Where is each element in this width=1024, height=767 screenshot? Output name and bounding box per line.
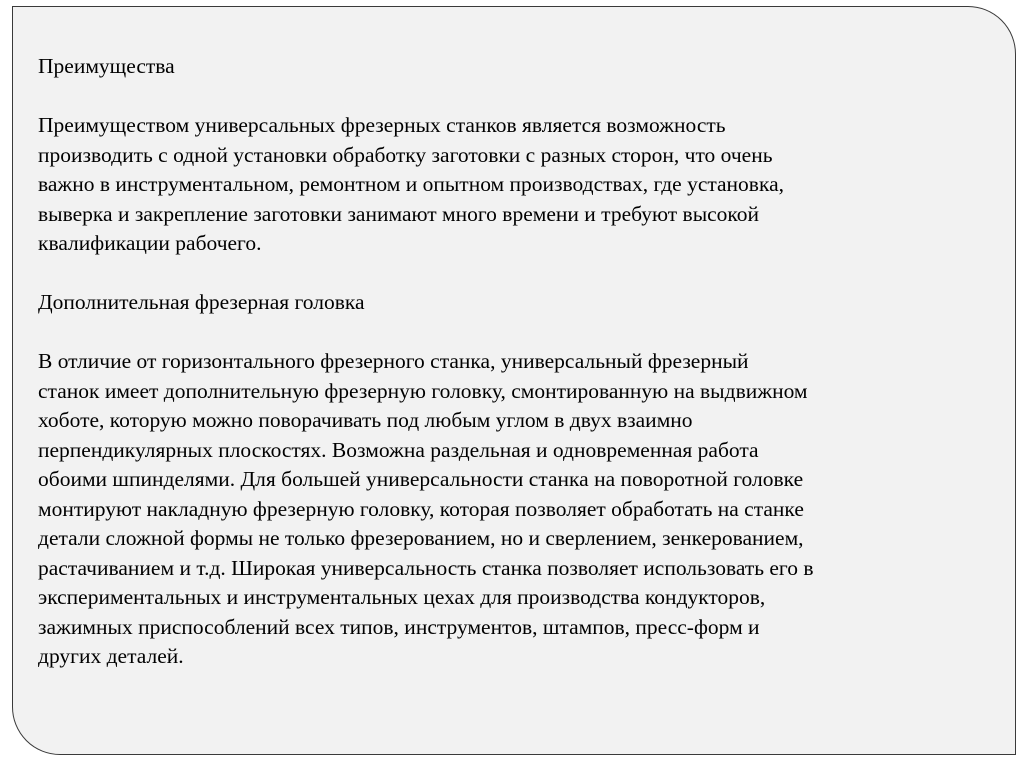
paragraph-additional-milling-head: В отличие от горизонтального фрезерного станка, универсальный фрезерный станок имеет дополнительную фрезерную головку, смонтированную на выдвижном хоботе, которую можно поворачивать под любым углом в двух взаимно перпендикулярных плоскостях. Возможна раздельная и одновременная работа обоими шпинделями. Для большей универсальности станка на поворотной головке монтируют накладную фрезерную головку, которая позволяет обработать на станке детали сложной формы не только фрезерованием, но и сверлением, зенкерованием, растачиванием и т.д. Широкая универсальность станка позволяет использовать его в экспериментальных и инструментальных цехах для производства кондукторов, зажимных приспособлений всех типов, инструментов, штампов, пресс-форм и других деталей. [38,349,814,668]
slide-content [38,52,988,672]
spacer [38,82,988,112]
heading-additional-milling-head: Дополнительная фрезерная головка [38,290,365,314]
paragraph-advantages: Преимуществом универсальных фрезерных станков является возможность производить с одной установки обработку заготовки с разных сторон, что очень важно в инструментальном, ремонтном и опытном производствах, где установка, выверка и закрепление заготовки занимают много времени и требуют высокой квалификации рабочего. [38,113,785,255]
heading-advantages: Преимущества [38,54,175,78]
spacer [38,318,988,348]
spacer [38,259,988,289]
